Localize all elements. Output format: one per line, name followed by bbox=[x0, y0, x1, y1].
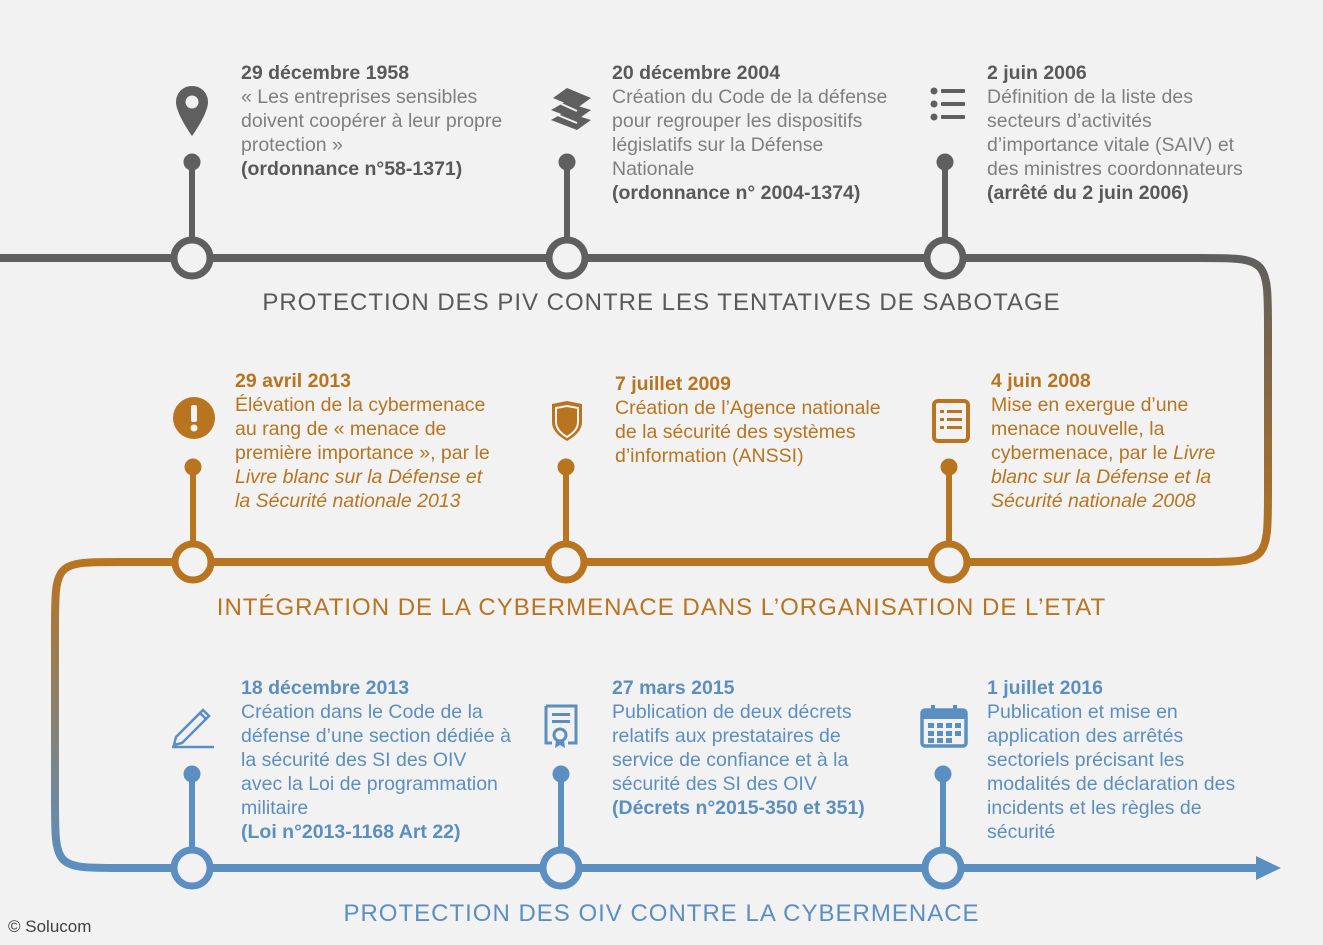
event-date: 29 avril 2013 bbox=[235, 370, 352, 392]
document-icon bbox=[931, 398, 971, 444]
event-text-plain: Élévation de la cybermenace au rang de « menace de première importance », par le bbox=[235, 394, 490, 464]
event-text: Création de l’Agence nationale de la sécurité des systèmes d’information (ANSSI) bbox=[615, 397, 881, 467]
event-2009 bbox=[615, 372, 890, 468]
event-date: 27 mars 2015 bbox=[612, 677, 735, 699]
event-1958 bbox=[241, 61, 511, 181]
event-text-italic: Livre blanc sur la Défense et la Sécurité nationale 2013 bbox=[235, 466, 483, 512]
list-icon bbox=[930, 86, 966, 122]
event-2008 bbox=[991, 369, 1256, 513]
band-title-bottom: PROTECTION DES OIV CONTRE LA CYBERMENACE bbox=[343, 900, 980, 927]
pen-icon bbox=[170, 703, 216, 749]
event-text: « Les entreprises sensibles doivent coopérer à leur propre protection » bbox=[241, 86, 503, 156]
event-date: 20 décembre 2004 bbox=[612, 62, 781, 84]
shield-icon bbox=[550, 400, 584, 442]
event-2013-december bbox=[241, 676, 511, 844]
event-2013-april bbox=[235, 369, 500, 513]
event-date: 29 décembre 1958 bbox=[241, 62, 410, 84]
event-reference: (ordonnance n°58-1371) bbox=[241, 158, 463, 180]
event-reference: (arrêté du 2 juin 2006) bbox=[987, 182, 1189, 204]
event-text bbox=[235, 393, 500, 513]
copyright-notice: © Solucom bbox=[8, 917, 92, 936]
event-reference: (ordonnance n° 2004-1374) bbox=[612, 182, 861, 204]
event-text bbox=[991, 393, 1256, 513]
event-date: 18 décembre 2013 bbox=[241, 677, 410, 699]
books-icon bbox=[549, 84, 593, 134]
event-date: 4 juin 2008 bbox=[991, 370, 1091, 392]
location-pin-icon bbox=[174, 84, 210, 138]
event-2004 bbox=[612, 61, 892, 205]
event-reference: (Loi n°2013-1168 Art 22) bbox=[241, 821, 461, 843]
event-text: Création dans le Code de la défense d’une section dédiée à la sécurité des SI des OIV avec la Loi de programmation militaire bbox=[241, 701, 511, 819]
calendar-icon bbox=[920, 704, 968, 748]
certificate-icon bbox=[542, 703, 580, 749]
event-text-italic: Livre blanc sur la Défense et la Sécurité nationale 2008 bbox=[991, 442, 1216, 512]
event-date: 1 juillet 2016 bbox=[987, 677, 1103, 699]
event-date: 2 juin 2006 bbox=[987, 62, 1087, 84]
event-text: Publication de deux décrets relatifs aux prestataires de service de confiance et à la sécurité des SI des OIV bbox=[612, 701, 852, 795]
event-text-plain: Mise en exergue d’une menace nouvelle, la cybermenace, par le bbox=[991, 394, 1189, 464]
event-reference: (Décrets n°2015-350 et 351) bbox=[612, 797, 865, 819]
event-text: Publication et mise en application des arrêtés sectoriels précisant les modalités de déclaration des incidents et les règles de sécurité bbox=[987, 701, 1236, 843]
exclamation-icon bbox=[172, 396, 216, 440]
event-2015 bbox=[612, 676, 887, 820]
band-title-top: PROTECTION DES PIV CONTRE LES TENTATIVES DE SABOTAGE bbox=[262, 289, 1061, 316]
event-text: Définition de la liste des secteurs d’activités d’importance vitale (SAIV) et des ministres coordonnateurs bbox=[987, 86, 1243, 180]
track-arrowhead bbox=[1256, 856, 1281, 880]
event-text: Création du Code de la défense pour regrouper les dispositifs législatifs sur la Défense Nationale bbox=[612, 86, 888, 180]
event-date: 7 juillet 2009 bbox=[615, 373, 731, 395]
event-2016 bbox=[987, 676, 1247, 844]
event-2006 bbox=[987, 61, 1262, 205]
band-title-middle: INTÉGRATION DE LA CYBERMENACE DANS L’ORGANISATION DE L’ETAT bbox=[216, 594, 1107, 621]
